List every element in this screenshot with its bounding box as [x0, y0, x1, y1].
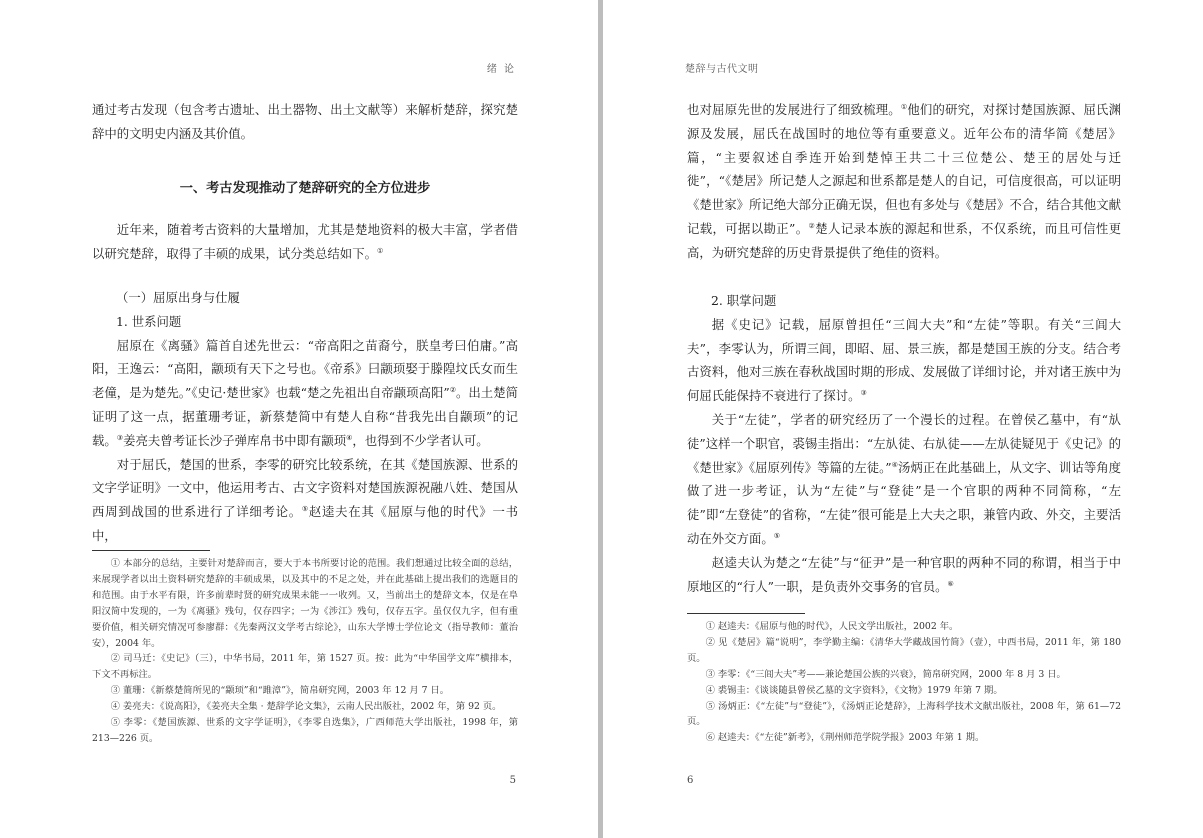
footnote: ⑤ 李零：《楚国族源、世系的文字学证明》，《李零自选集》，广西师范大学出版社，1998 年，第 213—226 页。 — [92, 717, 518, 744]
footnote: ④ 姜亮夫：《说高阳》，《姜亮夫全集 · 楚辞学论文集》，云南人民出版社，2002 年，第 92 页。 — [110, 701, 502, 713]
body-text — [687, 98, 1121, 265]
footnote: ③ 李零：《“三闾大夫”考——兼论楚国公族的兴衰》，简帛研究网，2000 年 8 月 3 日。 — [705, 668, 1066, 680]
intro-paragraph: 近年来，随着考古资料的大量增加，尤其是楚地资料的极大丰富，学者借以研究楚辞，取得了丰硕的成果，试分类总结如下。① — [92, 222, 518, 261]
intro — [92, 218, 518, 266]
body-text — [92, 98, 518, 146]
footnote: ⑥ 赵逵夫：《“左徒”新考》，《荆州师范学院学报》2003 年第 1 期。 — [705, 732, 985, 744]
page-number: 5 — [509, 775, 516, 786]
footnote-ref[interactable]: ② — [449, 386, 457, 395]
left-page — [0, 0, 598, 838]
footnote-ref[interactable]: ⑤ — [301, 505, 309, 514]
footnote: ⑤ 汤炳正：《“左徒”与“登徒”》，《汤炳正论楚辞》，上海科学技术文献出版社，2008 年，第 61—72 页。 — [687, 700, 1121, 728]
footnote: ② 见《楚居》篇“说明”，李学勤主编：《清华大学藏战国竹简》（壹），中西书局，2011 年，第 180 页。 — [687, 636, 1121, 664]
subsection-heading: （一）屈原出身与仕履 — [116, 290, 240, 305]
footnote: ④ 裘锡圭：《谈谈随县曾侯乙墓的文字资料》，《文物》1979 年第 7 期。 — [705, 684, 1003, 696]
paragraph: 屈原在《离骚》篇首自述先世云：“帝高阳之苗裔兮，朕皇考曰伯庸。”高阳，王逸云：“高阳，颛顼有天下之号也。《帝系》曰颛顼娶于滕隍坟氏女而生老僮，是为楚先。”《史记·楚世家》也载“楚之先祖出自帝颛顼高阳”②。出土楚简证明了这一点，据董珊考证，新蔡楚简中有楚人自称“昔我先出自颛顼”的记载。③姜亮夫曾考证长沙子弹库帛书中即有颛顼④，也得到不少学者认可。 — [92, 337, 518, 448]
subsubsection-heading: 2. 职掌问题 — [711, 293, 777, 308]
page-number: 6 — [687, 775, 694, 786]
paragraph: 关于“左徒”，学者的研究经历了一个漫长的过程。在曾侯乙墓中，有“㫃徒”这样一个职官，裘锡圭指出：“左㫃徒、右㫃徒——左㫃徒疑见于《史记》的《楚世家》《屈原列传》等篇的左徒。”④汤炳正在此基础上，从文字、训诂等角度做了进一步考证，认为“左徒”与“登徒”是一个官职的两种不同简称，“左徒”即“左登徒”的省称，“左徒”很可能是上大夫之职，兼管内政、外交，主要活动在外交方面。⑤ — [687, 411, 1122, 546]
footnote-ref[interactable]: ④ — [891, 460, 898, 469]
footnote-ref[interactable]: ⑥ — [947, 579, 954, 588]
footnote-ref[interactable]: ① — [376, 246, 384, 255]
paragraph: 也对屈原先世的发展进行了细致梳理。①他们的研究，对探讨楚国族源、屈氏渊源及发展，屈氏在战国时的地位等有重要意义。近年公布的清华简《楚居》篇，“主要叙述自季连开始到楚悼王共二十三位楚公、楚王的居处与迁徙”，“《楚居》所记楚人之源起和世系都是楚人的自记，可信度很高，可以证明《楚世家》所记绝大部分正确无误，但也有多处与《楚居》不合，结合其他文献记载，可据以勘正”。②楚人记录本族的源起和世系，不仅系统，而且可信性更高，为研究楚辞的历史背景提供了绝佳的资料。 — [687, 102, 1122, 260]
paragraph: 对于屈氏，楚国的世系，李零的研究比较系统，在其《楚国族源、世系的文字学证明》一文中，他运用考古、古文字资料对楚国族源祝融八姓、楚国从西周到战国的世系进行了详细考论。⑤赵逵夫在其《屈原与他的时代》一书中， — [92, 456, 519, 543]
footnote: ① 本部分的总结，主要针对楚辞而言，要大于本书所要讨论的范围。我们想通过比较全面的总结，来展现学者以出土资料研究楚辞的丰硕成果，以及其中的不足之处，并在此基础上提出我们的选题目的和范围。由于水平有限，许多前辈时贤的研究成果未能一一收列。又，当前出土的楚辞文本，仅是在阜阳汉简中发现的，一为《离骚》残句，仅存四字；一为《涉江》残句，仅存五字。虽仅仅九字，但有重要价值，相关研究情况可参廖群：《先秦两汉文学考古综论》，山东大学博士学位论文（指导教师：董治安），2004 年。 — [92, 558, 518, 649]
footnote-ref[interactable]: ③ — [116, 433, 124, 442]
footnotes — [92, 556, 518, 747]
footnote: ③ 董珊：《新蔡楚简所见的“颛顼”和“雎漳”》，简帛研究网，2003 年 12 月 7 日。 — [110, 685, 450, 697]
opening-paragraph: 通过考古发现（包含考古遗址、出土器物、出土文献等）来解析楚辞，探究楚辞中的文明史内涵及其价值。 — [92, 102, 518, 141]
footnote-rule — [92, 550, 210, 551]
running-head: 楚辞与古代文明 — [685, 64, 759, 75]
section-heading: 一、考古发现推动了楚辞研究的全方位进步 — [179, 181, 431, 196]
subsection — [687, 289, 1121, 598]
footnote-rule — [687, 613, 805, 614]
paragraph: 据《史记》记载，屈原曾担任“三闾大夫”和“左徒”等职。有关“三闾大夫”，李零认为，所谓三闾，即昭、屈、景三族，都是楚国王族的分支。结合考古资料，他对三族在春秋战国时期的形成、发展做了详细讨论，并对诸王族中为何屈氏能保持不衰进行了探讨。③ — [687, 316, 1121, 404]
footnote-ref[interactable]: ② — [808, 221, 816, 230]
subsubsection-heading: 1. 世系问题 — [116, 313, 182, 329]
running-head: 绪 论 — [486, 64, 516, 75]
footnotes — [687, 619, 1121, 746]
subsection — [92, 286, 518, 548]
right-page — [603, 0, 1203, 838]
paragraph: 赵逵夫认为楚之“左徒”与“征尹”是一种官职的两种不同的称谓，相当于中原地区的“行人”一职，是负责外交事务的官员。⑥ — [687, 554, 1121, 594]
section — [92, 177, 518, 201]
footnote: ① 赵逵夫：《屈原与他的时代》，人民文学出版社，2002 年。 — [705, 621, 959, 632]
footnote-ref[interactable]: ⑤ — [773, 531, 781, 540]
footnote-ref[interactable]: ④ — [346, 433, 353, 442]
footnote-ref[interactable]: ③ — [860, 389, 867, 398]
footnote-ref[interactable]: ① — [900, 103, 908, 111]
footnote: ② 司马迁：《史记》（三），中华书局，2011 年，第 1527 页。按：此为“中华国学文库”横排本，下文不再标注。 — [92, 653, 518, 681]
